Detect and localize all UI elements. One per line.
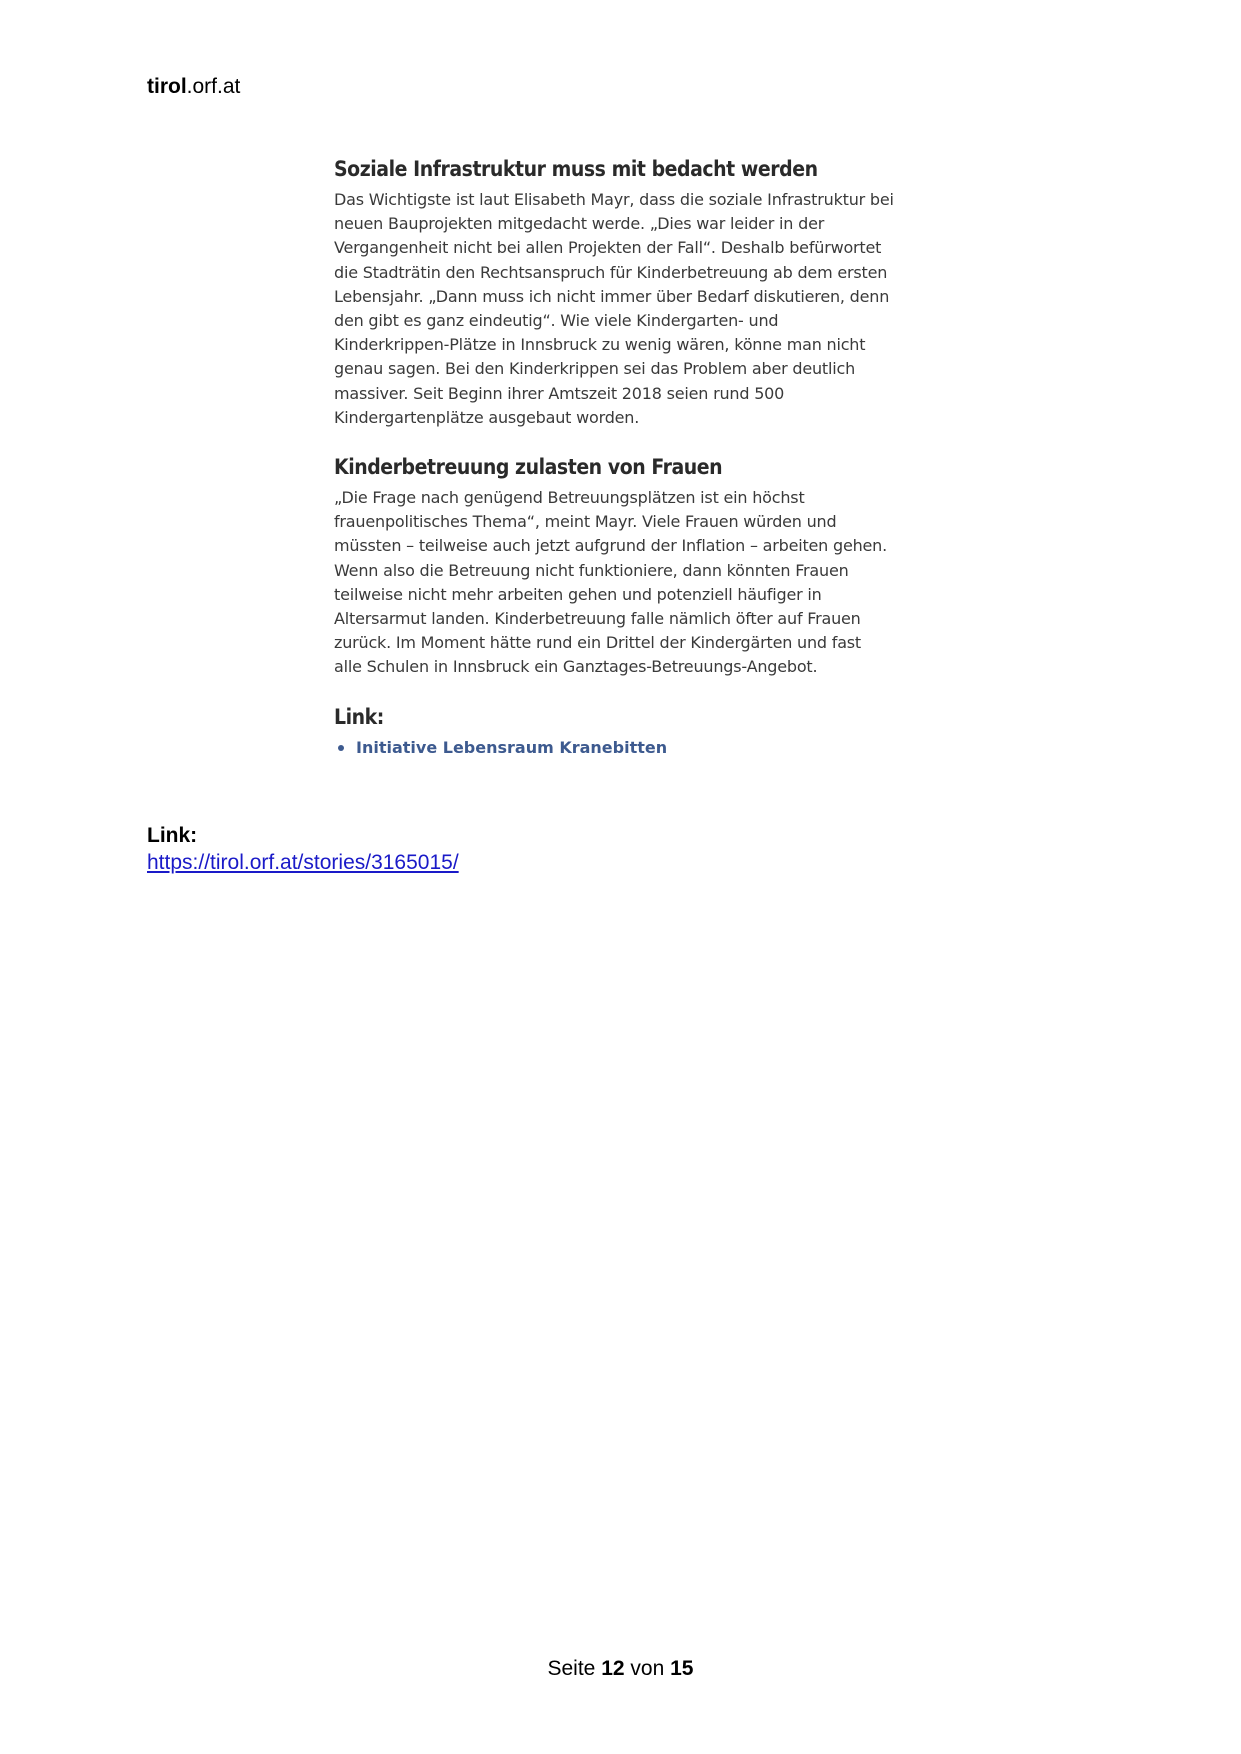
paragraph-line: alle Schulen in Innsbruck ein Ganztages-Betreuungs-Angebot. [334, 657, 818, 677]
article-links-section [334, 702, 914, 760]
site-header [147, 74, 240, 100]
total-page-number: 15 [670, 1657, 694, 1680]
paragraph-line: genau sagen. Bei den Kinderkrippen sei das Problem aber deutlich [334, 359, 856, 379]
paragraph-line: müssten – teilweise auch jetzt aufgrund der Inflation – arbeiten gehen. [334, 536, 888, 556]
current-page-number: 12 [601, 1657, 625, 1680]
paragraph-line: Kinderkrippen-Plätze in Innsbruck zu wenig wären, könne man nicht [334, 335, 866, 355]
paragraph-line: Das Wichtigste ist laut Elisabeth Mayr, dass die soziale Infrastruktur bei [334, 190, 894, 209]
section-heading: Soziale Infrastruktur muss mit bedacht werden [334, 157, 818, 181]
paragraph-line: frauenpolitisches Thema“, meint Mayr. Viele Frauen würden und [334, 512, 837, 532]
links-list [334, 736, 914, 760]
footer-middle: von [630, 1657, 665, 1680]
paragraph-line: Lebensjahr. „Dann muss ich nicht immer über Bedarf diskutieren, denn [334, 286, 890, 306]
paragraph-line: Kindergartenplätze ausgebaut worden. [334, 407, 640, 427]
page-footer [0, 1656, 1241, 1682]
paragraph-line: Wenn also die Betreuung nicht funktioniere, dann könnten Frauen [334, 560, 849, 580]
link-text[interactable]: Initiative Lebensraum Kranebitten [356, 737, 668, 757]
paragraph-line: massiver. Seit Beginn ihrer Amtszeit 2018 seien rund 500 [334, 383, 785, 403]
bullet-icon [338, 745, 344, 751]
source-block [147, 822, 459, 876]
source-url-link[interactable]: https://tirol.orf.at/stories/3165015/ [147, 851, 459, 874]
paragraph-line: den gibt es ganz eindeutig“. Wie viele Kindergarten- und [334, 311, 779, 331]
paragraph-line: zurück. Im Moment hätte rund ein Drittel der Kindergärten und fast [334, 633, 862, 653]
section-paragraph [334, 486, 914, 680]
links-heading: Link: [334, 704, 384, 729]
paragraph-line: „Die Frage nach genügend Betreuungsplätzen ist ein höchst [334, 488, 805, 508]
footer-prefix: Seite [547, 1657, 596, 1680]
site-name-domain: .orf.at [186, 75, 241, 98]
paragraph-line: Vergangenheit nicht bei allen Projekten der Fall“. Deshalb befürwortet [334, 238, 882, 258]
article-section-women [334, 452, 914, 680]
source-label: Link: [147, 824, 198, 847]
link-item[interactable] [334, 736, 914, 760]
site-name-bold: tirol [147, 75, 187, 98]
paragraph-line: neuen Bauprojekten mitgedacht werde. „Dies war leider in der [334, 214, 825, 234]
article-excerpt [334, 154, 914, 760]
paragraph-line: Altersarmut landen. Kinderbetreuung falle nämlich öfter auf Frauen [334, 609, 861, 629]
paragraph-line: die Stadträtin den Rechtsanspruch für Kinderbetreuung ab dem ersten [334, 262, 888, 282]
section-paragraph [334, 188, 914, 430]
paragraph-line: teilweise nicht mehr arbeiten gehen und potenziell häufiger in [334, 584, 822, 604]
article-section-infrastructure [334, 154, 914, 430]
section-heading: Kinderbetreuung zulasten von Frauen [334, 455, 723, 480]
